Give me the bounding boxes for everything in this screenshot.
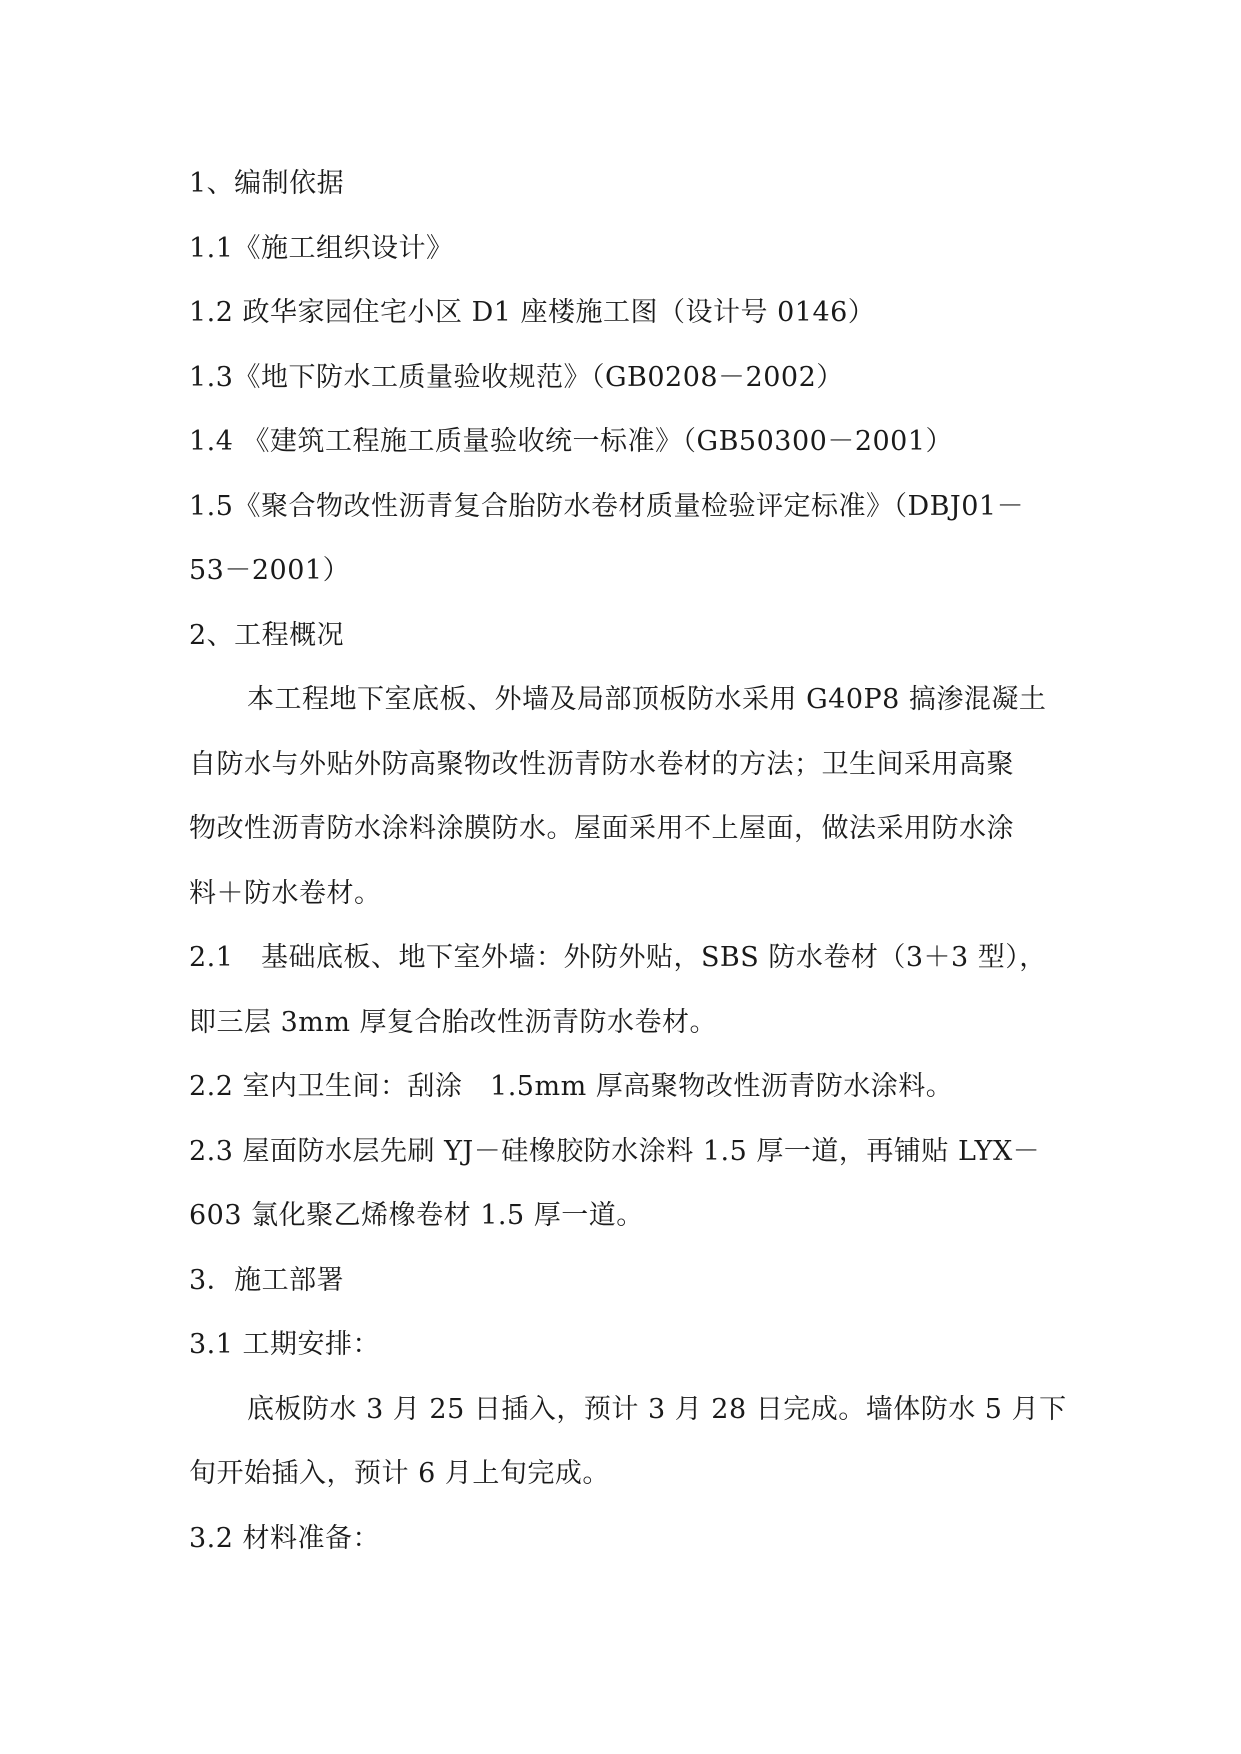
overview-item-2-2: 2.2 室内卫生间：刮涂 1.5mm 厚高聚物改性沥青防水涂料。	[189, 1071, 954, 1102]
overview-item-2-3: 2.3 屋面防水层先刷 YJ－硅橡胶防水涂料 1.5 厚一道，再铺贴 LYX－	[189, 1135, 1041, 1167]
schedule-paragraph-line: 底板防水 3 月 25 日插入，预计 3 月 28 日完成。墙体防水 5 月下	[247, 1393, 1067, 1425]
deployment-item-3-1: 3.1 工期安排：	[189, 1329, 381, 1360]
overview-paragraph-line: 物改性沥青防水涂料涂膜防水。屋面采用不上屋面，做法采用防水涂	[189, 813, 1014, 844]
basis-item-1-5-continued: 53－2001）	[189, 555, 351, 586]
overview-paragraph-line: 料＋防水卷材。	[189, 877, 382, 909]
deployment-item-3-2: 3.2 材料准备：	[189, 1522, 381, 1554]
basis-item-1-2: 1.2 政华家园住宅小区 D1 座楼施工图（设计号 0146）	[189, 297, 876, 328]
overview-item-2-1: 2.1 基础底板、地下室外墙：外防外贴，SBS 防水卷材（3＋3 型），	[189, 942, 1047, 973]
section-heading-overview: 2、工程概况	[189, 619, 345, 651]
overview-item-2-1-continued: 即三层 3mm 厚复合胎改性沥青防水卷材。	[189, 1006, 718, 1038]
section-heading-basis: 1、编制依据	[189, 168, 345, 199]
section-heading-deployment: 3．施工部署	[189, 1264, 345, 1296]
basis-item-1-4: 1.4 《建筑工程施工质量验收统一标准》（GB50300－2001）	[189, 426, 954, 457]
overview-paragraph-line: 本工程地下室底板、外墙及局部顶板防水采用 G40P8 搞渗混凝土	[247, 684, 1047, 715]
overview-item-2-3-continued: 603 氯化聚乙烯橡卷材 1.5 厚一道。	[189, 1200, 644, 1231]
schedule-paragraph-line: 旬开始插入，预计 6 月上旬完成。	[189, 1458, 610, 1489]
overview-paragraph-line: 自防水与外贴外防高聚物改性沥青防水卷材的方法；卫生间采用高聚	[189, 748, 1014, 780]
document-body	[189, 152, 1067, 1571]
basis-item-1-3: 1.3《地下防水工质量验收规范》（GB0208－2002）	[189, 361, 844, 393]
basis-item-1-1: 1.1《施工组织设计》	[189, 232, 454, 264]
basis-item-1-5: 1.5《聚合物改性沥青复合胎防水卷材质量检验评定标准》（DBJ01－	[189, 490, 1025, 522]
